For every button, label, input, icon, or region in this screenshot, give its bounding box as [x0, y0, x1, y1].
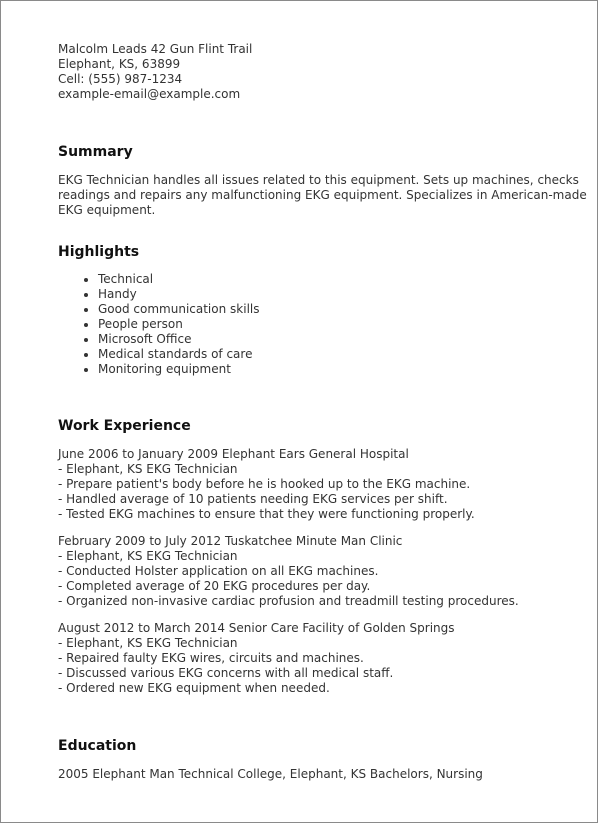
job-detail-line: - Conducted Holster application on all EKG machines. [58, 564, 379, 578]
highlights-list [58, 272, 259, 377]
job-detail-line: - Handled average of 10 patients needing EKG services per shift. [58, 492, 448, 506]
highlight-item: • Handy [98, 287, 259, 302]
job-entry [58, 447, 475, 522]
work-experience-heading: Work Experience [58, 418, 191, 434]
job-detail-line: - Elephant, KS EKG Technician [58, 636, 238, 650]
job-detail-line: - Repaired faulty EKG wires, circuits and machines. [58, 651, 364, 665]
job-entry [58, 534, 519, 609]
job-header: June 2006 to January 2009 Elephant Ears General Hospital [58, 447, 409, 461]
highlight-item: • Medical standards of care [98, 347, 259, 362]
job-detail-line: - Discussed various EKG concerns with all medical staff. [58, 666, 394, 680]
job-detail-line: - Completed average of 20 EKG procedures per day. [58, 579, 371, 593]
summary-text: EKG Technician handles all issues related to this equipment. Sets up machines, checks readings and repairs any malfunctioning EKG equipment. Specializes in American-made EKG equipment. [58, 173, 587, 217]
highlights-heading: Highlights [58, 244, 140, 260]
highlight-item: • People person [98, 317, 259, 332]
highlight-item: • Microsoft Office [98, 332, 259, 347]
job-detail-line: - Prepare patient's body before he is hooked up to the EKG machine. [58, 477, 471, 491]
education-text: 2005 Elephant Man Technical College, Elephant, KS Bachelors, Nursing [58, 767, 483, 781]
job-detail-line: - Ordered new EKG equipment when needed. [58, 681, 330, 695]
education-heading: Education [58, 738, 137, 754]
contact-email: example-email@example.com [58, 87, 241, 101]
highlight-item: • Technical [98, 272, 259, 287]
job-detail-line: - Elephant, KS EKG Technician [58, 462, 238, 476]
highlight-item: • Monitoring equipment [98, 362, 259, 377]
contact-block [58, 42, 252, 102]
contact-city-state-zip: Elephant, KS, 63899 [58, 57, 181, 71]
summary-heading: Summary [58, 144, 133, 160]
job-header: February 2009 to July 2012 Tuskatchee Minute Man Clinic [58, 534, 403, 548]
job-entry [58, 621, 455, 696]
job-detail-line: - Elephant, KS EKG Technician [58, 549, 238, 563]
job-header: August 2012 to March 2014 Senior Care Facility of Golden Springs [58, 621, 455, 635]
contact-name-address: Malcolm Leads 42 Gun Flint Trail [58, 42, 253, 56]
highlight-item: • Good communication skills [98, 302, 259, 317]
job-detail-line: - Organized non-invasive cardiac profusion and treadmill testing procedures. [58, 594, 519, 608]
job-detail-line: - Tested EKG machines to ensure that they were functioning properly. [58, 507, 475, 521]
contact-phone: Cell: (555) 987-1234 [58, 72, 183, 86]
